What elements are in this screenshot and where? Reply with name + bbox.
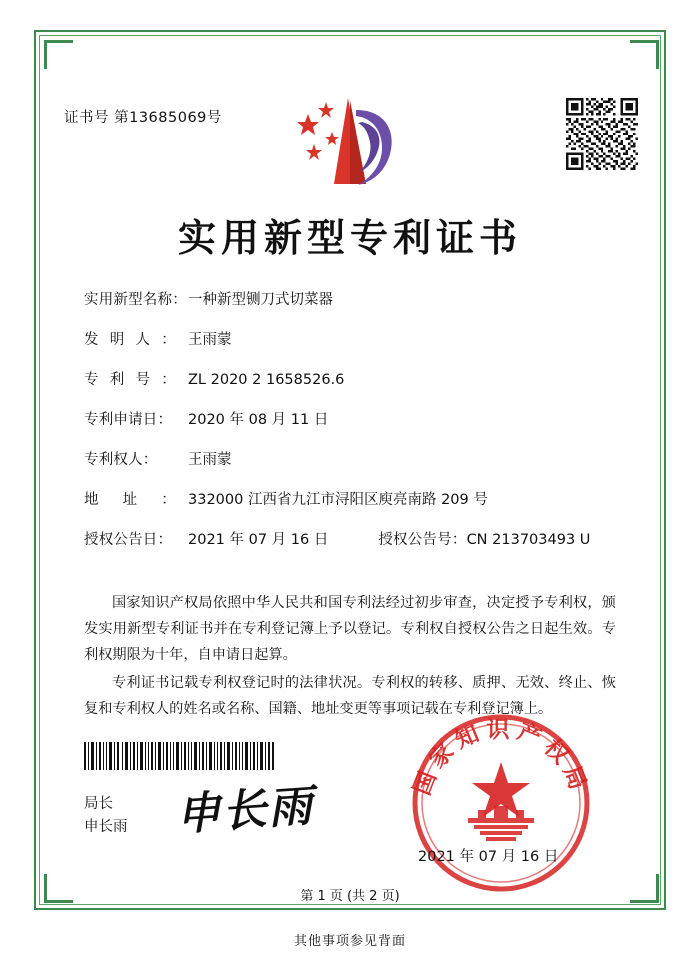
official-seal [408,710,594,896]
certificate-serial [64,106,222,127]
legal-paragraph-2: 专利证书记载专利权登记时的法律状况。专利权的转移、质押、无效、终止、恢复和专利权人的姓名或名称、国籍、地址变更等事项记载在专利登记簿上。 [84,675,616,717]
barcode [84,742,274,770]
field-row-inventor [84,328,624,349]
field-label-address: 地址： [84,492,176,508]
certificate-fields [84,288,624,568]
page-title: 实用新型专利证书 [177,216,522,260]
handwritten-signature: 申长雨 [174,780,316,841]
field-label-patentee: 专利权人： [84,452,158,468]
field-value-application-date: 2020 年 08 月 11 日 [188,412,329,428]
field-value-address: 332000 江西省九江市浔阳区庾亮南路 209 号 [188,492,488,508]
field-label-grant-date: 授权公告日： [84,532,173,548]
cnipa-emblem-logo [290,92,410,192]
field-value-patentee: 王雨蒙 [188,452,232,468]
legal-text-block [84,590,616,724]
field-row-grant-announcement [84,528,624,549]
certificate-serial-label: 证书号 [64,110,109,126]
field-label-inventor: 发明人： [84,332,176,348]
legal-paragraph-1: 国家知识产权局依照中华人民共和国专利法经过初步审查，决定授予专利权，颁发实用新型专利证书并在专利登记簿上予以登记。专利权自授权公告之日起生效。专利权期限为十年，自申请日起算。 [84,595,616,663]
field-value-patent-number: ZL 2020 2 1658526.6 [188,372,345,388]
corner-ornament-top-left [44,40,73,69]
qr-code [566,98,638,170]
commissioner-title: 局长 [84,796,113,812]
field-row-patent-number [84,368,624,389]
field-row-utility-model-name [84,288,624,309]
field-label-application-date: 专利申请日： [84,412,173,428]
page-number: 第 1 页 (共 2 页) [300,889,400,904]
field-row-address [84,488,624,509]
field-row-patentee [84,448,624,469]
svg-text:国家知识产权局: 国家知识产权局 [409,717,593,799]
field-label-grant-number: 授权公告号： [378,532,467,548]
signature-block [84,793,128,839]
seal-date: 2021 年 07 月 16 日 [418,849,559,865]
field-value-inventor: 王雨蒙 [188,332,232,348]
footnote-text: 其他事项参见背面 [293,934,406,949]
field-row-application-date [84,408,624,429]
field-value-grant-number: CN 213703493 U [466,532,591,548]
commissioner-name: 申长雨 [84,819,128,835]
field-value-utility-model-name: 一种新型铡刀式切菜器 [188,292,333,308]
field-label-utility-model-name: 实用新型名称： [84,292,187,308]
corner-ornament-top-right [630,40,659,69]
certificate-serial-number: 第13685069号 [114,110,222,126]
field-label-patent-number: 专利号： [84,372,176,388]
field-value-grant-date: 2021 年 07 月 16 日 [188,532,329,548]
